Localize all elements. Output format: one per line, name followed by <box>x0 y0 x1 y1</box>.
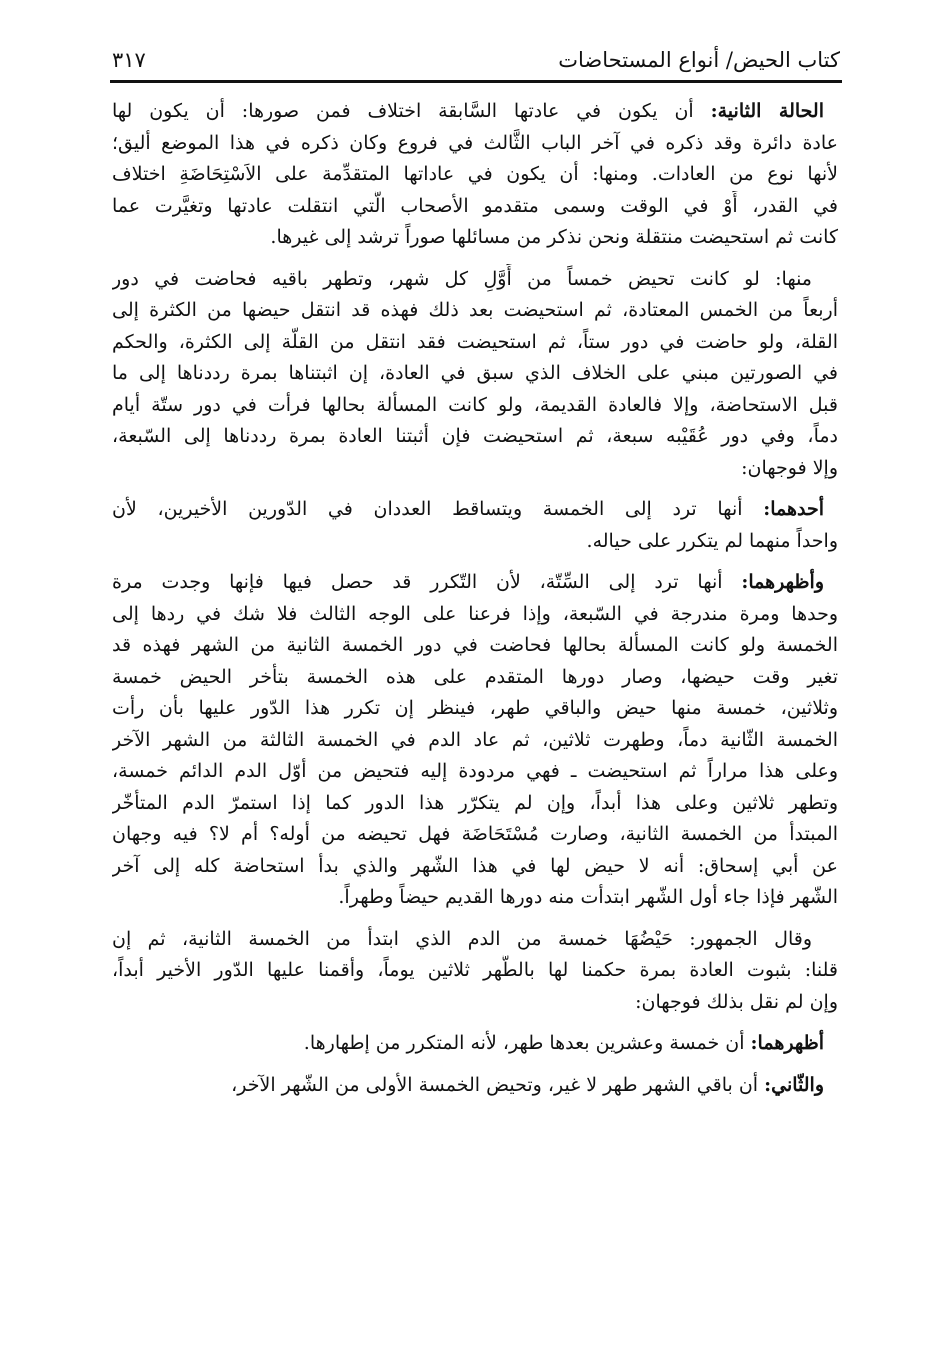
line-text: عادة دائرة وقد ذكره في آخر الباب الثَّالث في فروع وكان ذكره في هذا الموضع أليق؛ <box>112 131 838 154</box>
text-line <box>112 567 838 599</box>
text-line <box>112 819 838 851</box>
text-line <box>112 756 838 788</box>
paragraph-lead: الحالة الثانية: <box>710 100 824 122</box>
line-text: الشّهر فإذا جاء أول الشّهر ابتدأت منه دورها القديم حيضاً وطهراً. <box>338 886 838 908</box>
line-text: في القدر، أَوْ في الوقت وسمى متقدمو الأصحاب الَّتي انتقلت عادتها وتغيَّرت عما <box>112 194 838 217</box>
line-text: أن يكون في عادتها السَّابقة اختلاف فمن صورها: أن يكون لها <box>112 100 711 122</box>
line-text: وحدها ومرة مندرجة في السّبعة، وإذا فرعنا على الوجه الثالث فلا شك في ردها إلى <box>112 602 838 625</box>
line-text: دماً، وفي دور عُقَيْبه سبعة، ثم استحيضت فإن أثبتنا العادة بمرة رددناها إلى السّبعة، <box>112 425 838 447</box>
paragraph <box>112 1028 838 1060</box>
paragraph <box>112 567 838 914</box>
paragraph <box>112 264 838 485</box>
line-text: القلة، ولو حاضت في دور ستاً، ثم استحيضت فقد انتقل من القلّة إلى الكثرة، والحكم <box>112 330 838 353</box>
page-body <box>112 96 838 1111</box>
paragraph-lead: أحدهما: <box>763 498 824 520</box>
text-line <box>112 1028 838 1060</box>
line-text: المبتدأ من الخمسة الثانية، وصارت مُسْتَحَاضَة فهل تحيضه من أوله؟ أم لا؟ فيه وجهان <box>112 823 838 845</box>
line-text: كانت ثم استحيضت منتقلة ونحن نذكر من مسائلها صوراً ترشد إلى غيرها. <box>270 226 838 248</box>
text-line <box>112 264 838 296</box>
line-text: قبل الاستحاضة، وإلا فالعادة القديمة، ولو كانت المسألة بحالها فرأت في دور ستّة أيام <box>112 393 838 416</box>
page-number: ٣١٧ <box>112 48 146 72</box>
text-line <box>112 693 838 725</box>
line-text: وثلاثين، خمسة منها حيض والباقي طهر، فينظر إن تكرر هذا الدّور عليها بأن رأت <box>112 697 838 719</box>
text-line <box>112 599 838 631</box>
text-line <box>112 882 838 914</box>
text-line <box>112 494 838 526</box>
line-text: الخمسة ولو كانت المسألة بحالها فحاضت في دور الخمسة الثانية من الشهر فهذه قد <box>112 634 838 656</box>
text-line <box>112 421 838 453</box>
text-line <box>112 295 838 327</box>
line-text: أنها ترد إلى الخمسة ويتساقط العددان في الدّورين الأخيرين، لأن <box>112 498 764 520</box>
line-text: عن أبي إسحاق: أنه لا حيض لها في هذا الشّهر والذي بدأ استحاضة كله إلى آخر <box>112 854 838 877</box>
line-text: وتطهر ثلاثين وعلى هذا أبداً، وإن لم يتكرّر هذا الدور كما إذا استمرّ الدم المتأخّر <box>112 791 838 814</box>
line-text: لأنها نوع من العادات. ومنها: أن يكون في عاداتها المتقدِّمة على الاَسْتِحَاضَةِ اختلاف <box>112 163 838 185</box>
running-header <box>112 40 840 80</box>
line-text: تغير وقت حيضها، وصار دورها المتقدم على هذه الخمسة بتأخر الحيض خمسة <box>112 665 838 688</box>
text-line <box>112 987 838 1019</box>
text-line <box>112 159 838 191</box>
text-line <box>112 358 838 390</box>
line-text: أربعاً من الخمس المعتادة، ثم استحيضت بعد ذلك فهذه قد انتقل حيضها من الكثرة إلى <box>112 299 838 321</box>
line-text: قلنا: بثبوت العادة بمرة حكمنا لها بالطُّهر ثلاثين يوماً، وأقمنا عليها الدّور الأخير أبداً، <box>112 959 838 981</box>
text-line <box>112 630 838 662</box>
text-line <box>112 1070 838 1102</box>
text-line <box>112 390 838 422</box>
line-text: وإلا فوجهان: <box>741 456 838 479</box>
header-title: كتاب الحيض/ أنواع المستحاضات <box>558 48 840 72</box>
line-text: وإن لم نقل بذلك فوجهان: <box>635 990 838 1013</box>
text-line <box>112 662 838 694</box>
text-line <box>112 222 838 254</box>
line-text: واحداً منهما لم يتكرر على حياله. <box>586 529 838 552</box>
line-text: الخمسة الثّانية دماً، وطهرت ثلاثين، ثم عاد الدم في الخمسة الثالثة من الشهر الآخر <box>112 728 838 751</box>
line-text: في الصورتين مبني على الخلاف الذي سبق في العادة، إن اثبتناها بمرة رددناها إلى ما <box>112 362 838 384</box>
text-line <box>112 924 838 956</box>
paragraph <box>112 96 838 254</box>
line-text: أن باقي الشهر طهر لا غير، وتحيض الخمسة الأولى من الشّهر الآخر، <box>231 1073 765 1096</box>
paragraph <box>112 924 838 1019</box>
paragraph-lead: والثّاني: <box>764 1073 824 1096</box>
line-text: أن خمسة وعشرين بعدها طهر، لأنه المتكرر من إطهارها. <box>303 1032 751 1054</box>
text-line <box>112 453 838 485</box>
text-line <box>112 788 838 820</box>
paragraph <box>112 494 838 557</box>
paragraph-lead: أظهرهما: <box>750 1032 824 1054</box>
line-text: منها: لو كانت تحيض خمساً من أَوَّلِ كل شهر، وتطهر باقيه فحاضت في دور <box>112 267 812 290</box>
text-line <box>112 96 838 128</box>
text-line <box>112 851 838 883</box>
text-line <box>112 191 838 223</box>
paragraph-lead: وأظهرهما: <box>741 571 824 593</box>
text-line <box>112 725 838 757</box>
line-text: وقال الجمهور: حَيْضُهَا خمسة من الدم الذي ابتدأ من الخمسة الثانية، ثم إن <box>112 927 812 950</box>
header-rule <box>110 80 842 83</box>
text-line <box>112 327 838 359</box>
text-line <box>112 955 838 987</box>
line-text: وعلى هذا مراراً ثم استحيضت ـ فهي مردودة إليه فتحيض من أوّل الدم الدائم خمسة، <box>112 760 838 782</box>
paragraph <box>112 1070 838 1102</box>
line-text: أنها ترد إلى السِّتّة، لأن التّكرر قد حصل فيها فإنها وجدت مرة <box>112 571 742 593</box>
text-line <box>112 526 838 558</box>
text-line <box>112 128 838 160</box>
